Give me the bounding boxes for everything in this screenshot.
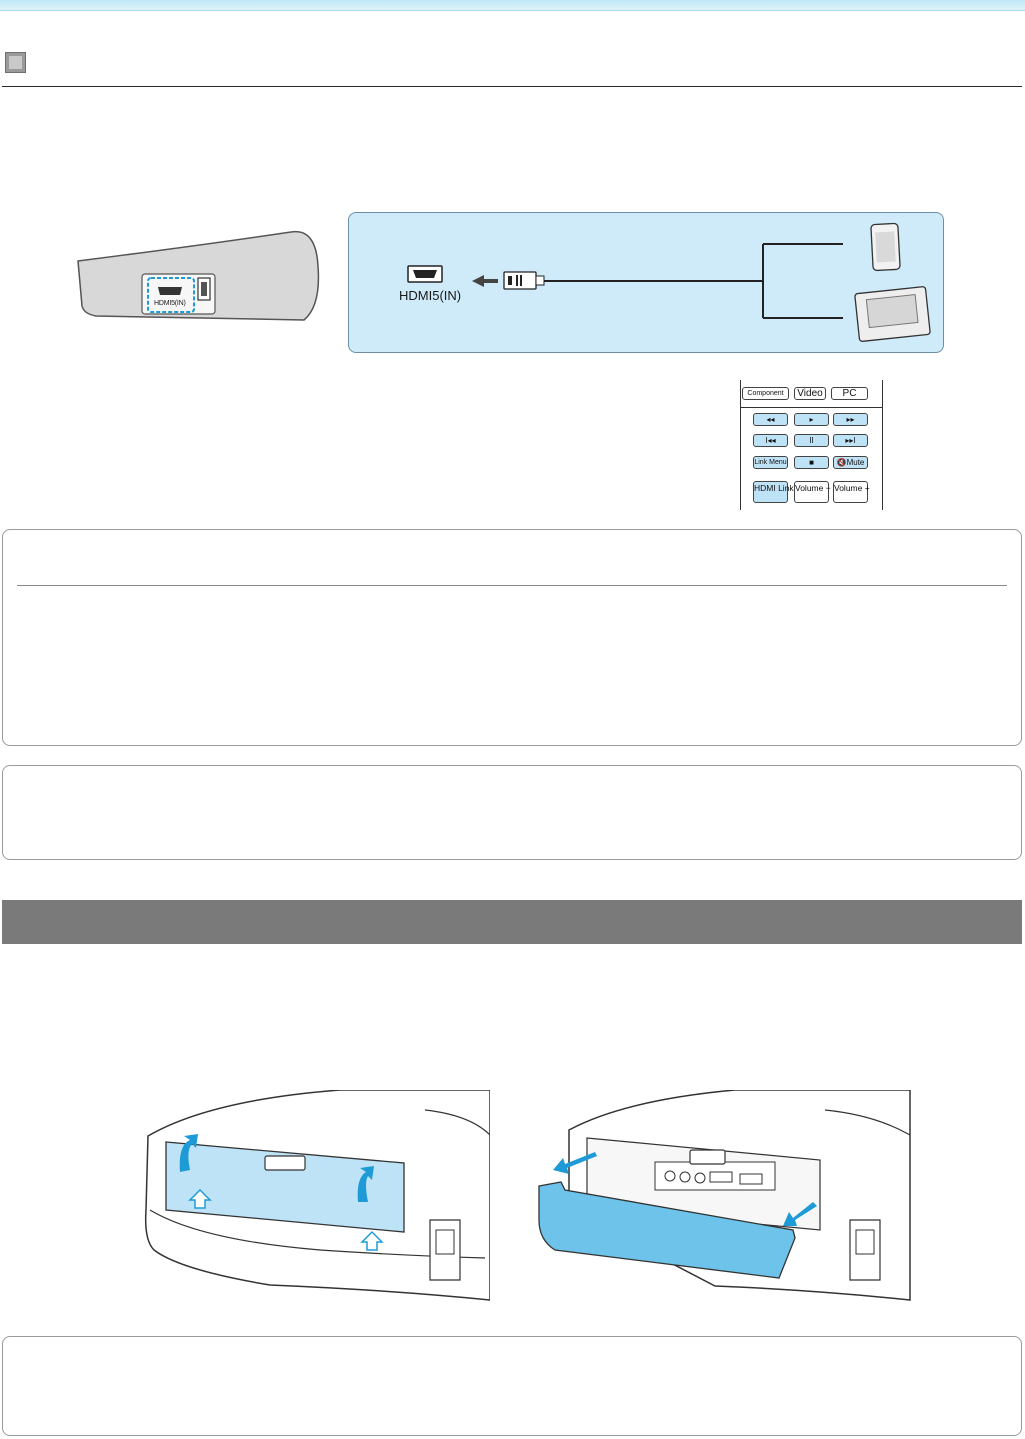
section-rule	[2, 86, 1022, 87]
volume-up-button: Volume +	[833, 481, 868, 503]
volume-down-button: Volume −	[794, 481, 829, 503]
remote-control-illustration	[740, 380, 883, 510]
cable-cover-attach-illustration	[140, 1090, 490, 1310]
section-heading-bar	[2, 900, 1022, 944]
hdmi-input-label: HDMI5(IN)	[399, 288, 462, 303]
pc-button: PC	[831, 387, 868, 400]
cable-cover-remove-illustration	[535, 1090, 915, 1310]
rewind-button: ◂◂	[753, 413, 788, 426]
media-device-icon	[855, 286, 931, 341]
hdmi-link-button: HDMI Link	[753, 481, 788, 503]
fast-forward-button: ▸▸	[833, 413, 868, 426]
link-menu-button: Link Menu	[753, 456, 788, 469]
note-box-3	[2, 1336, 1022, 1436]
note-box-2	[2, 765, 1022, 860]
connection-diagram	[348, 212, 944, 353]
smartphone-icon	[871, 223, 900, 270]
pause-button: II	[794, 434, 829, 447]
component-button: Component	[742, 387, 789, 400]
note-divider	[17, 585, 1007, 586]
stop-button: ■	[794, 456, 829, 469]
page-top-rule	[0, 0, 1025, 11]
next-button: ▸▸I	[833, 434, 868, 447]
projector-port-label: HDMI5(IN)	[154, 300, 186, 307]
previous-button: I◂◂	[753, 434, 788, 447]
plug-arrow-icon	[472, 275, 498, 287]
mute-button: 🔇Mute	[833, 456, 868, 469]
video-button: Video	[794, 387, 826, 400]
section-marker-icon	[5, 52, 26, 73]
projector-side-illustration	[76, 226, 321, 326]
play-button: ▸	[794, 413, 829, 426]
note-box-1	[2, 529, 1022, 746]
